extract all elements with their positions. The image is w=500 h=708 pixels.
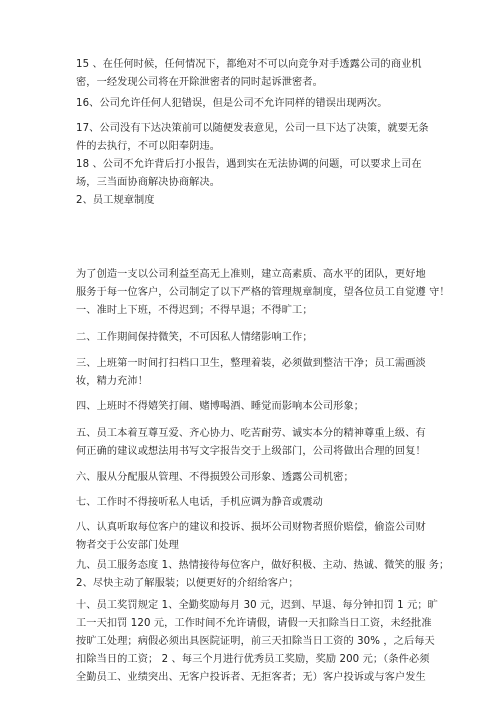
rule-7 bbox=[76, 494, 416, 512]
rule-4 bbox=[76, 398, 416, 416]
text-line: 17、公司没有下达决策前可以随便发表意见，公司一旦下达了决策，就要无条 bbox=[76, 123, 429, 134]
text-line: 场，三当面协商解决协商解决。 bbox=[76, 177, 221, 188]
rule-6 bbox=[76, 469, 416, 487]
rule-1 bbox=[76, 302, 416, 320]
paragraph-rule-16 bbox=[76, 95, 416, 113]
text-line: 四、上班时不得嬉笑打闹、赌博喝酒、睡觉而影响本公司形象； bbox=[76, 401, 365, 412]
text-line: 七、工作时不得接听私人电话，手机应调为静音或震动 bbox=[76, 497, 323, 508]
text-line: 妆，精力充沛！ bbox=[76, 376, 149, 387]
text-line: 2、员工规章制度 bbox=[76, 195, 155, 206]
text-line: 物者交于公安部门处理 bbox=[76, 540, 179, 551]
text-line: 全勤员工、业绩突出、无客户投诉者、无拒客者；无）客户投诉或与客户发生 bbox=[76, 672, 426, 683]
text-line: 为了创造一支以公司利益至高无上准则，建立高素质、高水平的团队，更好地 bbox=[76, 269, 426, 280]
text-line: 16、公司允许任何人犯错误，但是公司不允许同样的错误出现两次。 bbox=[76, 98, 388, 109]
text-line: 一、准时上下班，不得迟到；不得早退；不得旷工； bbox=[76, 305, 313, 316]
text-line: 何正确的建议或想法用书写文字报告交于上级部门，公司将做出合理的回复！ bbox=[76, 446, 426, 457]
rule-2 bbox=[76, 329, 416, 347]
text-line: 件的去执行，不可以阳奉阴违。 bbox=[76, 141, 221, 152]
text-line: 密，一经发现公司将在开除泄密者的同时起诉泄密者。 bbox=[76, 77, 323, 88]
section-heading bbox=[76, 192, 416, 210]
text-line: 六、服从分配服从管理、不得损毁公司形象、透露公司机密； bbox=[76, 472, 354, 483]
text-line: 服务于每一位客户，公司制定了以下严格的管理规章制度，望各位员工自觉遵 守！ bbox=[76, 287, 450, 298]
text-line: 按旷工处理；病假必须出具医院证明，前三天扣除当日工资的 30% ，之后每天 bbox=[76, 636, 435, 647]
paragraph-rule-18 bbox=[76, 156, 422, 192]
intro-paragraph bbox=[76, 266, 450, 302]
paragraph-rule-15 bbox=[76, 56, 422, 92]
rule-5 bbox=[76, 425, 426, 461]
text-line: 15 、在任何时候，任何情况下，都绝对不可以向竞争对手透露公司的商业机 bbox=[76, 59, 422, 70]
text-line: 三、上班第一时间打扫档口卫生，整理着装，必须做到整洁干净；员工需画淡 bbox=[76, 358, 426, 369]
text-line: 十、员工奖罚规定 1、全勤奖励每月 30 元，迟到、早退、每分钟扣罚 1 元；旷 bbox=[76, 600, 438, 611]
text-line: 二、工作期间保持微笑，不可因私人情绪影响工作； bbox=[76, 332, 313, 343]
text-line: 九、员工服务态度 1、热情接待每位客户，做好积极、主动、热诚、微笑的服 务； bbox=[76, 560, 450, 571]
text-line: 八、认真听取每位客户的建议和投诉、损坏公司财物者照价赔偿，偷盗公司财 bbox=[76, 522, 426, 533]
rule-3 bbox=[76, 355, 426, 391]
rule-10 bbox=[76, 597, 438, 687]
rule-9 bbox=[76, 557, 450, 593]
rule-8 bbox=[76, 519, 426, 555]
text-line: 18 、公司不允许背后打小报告，遇到实在无法协调的问题，可以要求上司在 bbox=[76, 159, 422, 170]
paragraph-rule-17 bbox=[76, 120, 429, 156]
text-line: 工一天扣罚 120 元，工作时间不允许请假，请假一天扣除当日工资，未经批准 bbox=[76, 618, 432, 629]
text-line: 2、尽快主动了解服装；以便更好的介绍给客户； bbox=[76, 578, 299, 589]
text-line: 扣除当日的工资； 2 、每三个月进行优秀员工奖励，奖励 200 元；（条件必须 bbox=[76, 654, 430, 665]
text-line: 五、员工本着互尊互爱、齐心协力、吃苦耐劳、诚实本分的精神尊重上级、有 bbox=[76, 428, 426, 439]
